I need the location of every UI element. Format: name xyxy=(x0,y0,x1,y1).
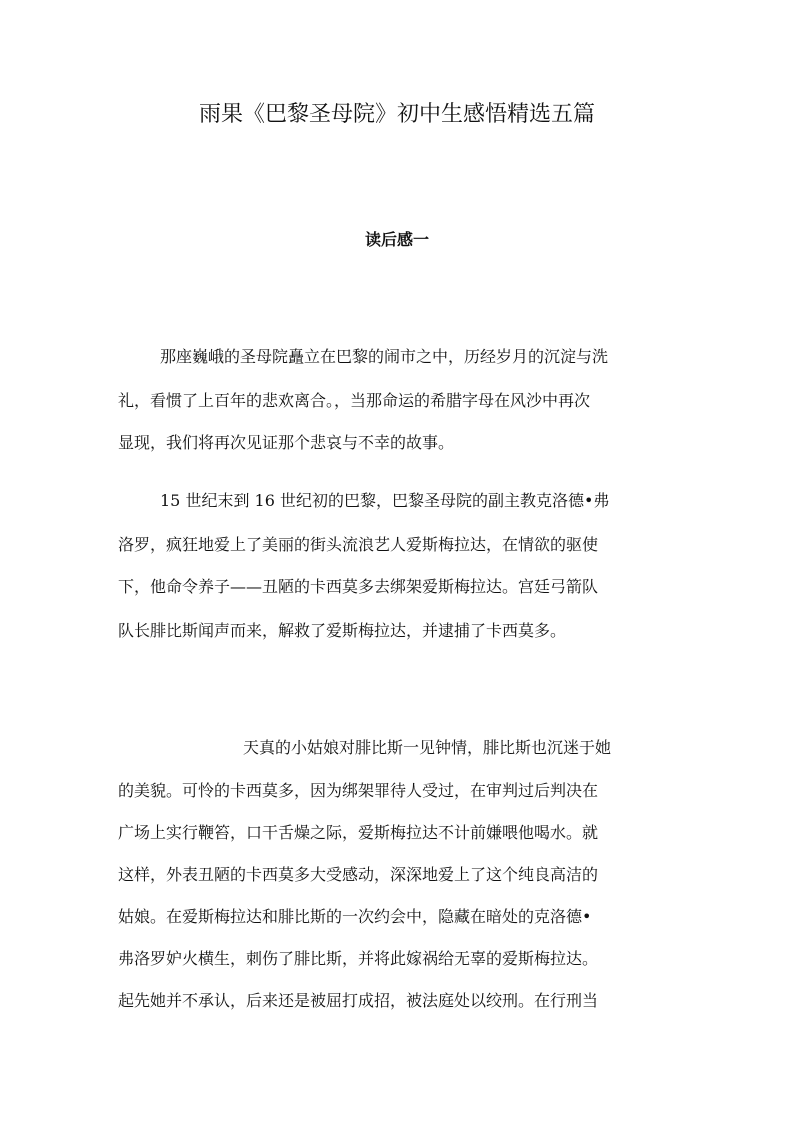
paragraph-line: 下，他命令养子——丑陋的卡西莫多去绑架爱斯梅拉达。宫廷弓箭队 xyxy=(118,577,599,596)
paragraph-line: 队长腓比斯闻声而来，解救了爱斯梅拉达，并逮捕了卡西莫多。 xyxy=(118,621,567,640)
paragraph-line: 的美貌。可怜的卡西莫多，因为绑架罪待人受过，在审判过后判决在 xyxy=(118,781,599,800)
paragraph-line: 弗洛罗妒火横生，刺伤了腓比斯，并将此嫁祸给无辜的爱斯梅拉达。 xyxy=(118,949,599,968)
section-heading: 读后感一 xyxy=(364,230,429,249)
paragraph-line: 洛罗，疯狂地爱上了美丽的街头流浪艺人爱斯梅拉达，在情欲的驱使 xyxy=(118,535,599,554)
paragraph-line: 那座巍峨的圣母院矗立在巴黎的闹市之中，历经岁月的沉淀与洗 xyxy=(160,347,609,366)
document-title: 雨果《巴黎圣母院》初中生感悟精选五篇 xyxy=(198,102,595,127)
paragraph-line: 这样，外表丑陋的卡西莫多大受感动，深深地爱上了这个纯良高洁的 xyxy=(118,865,599,884)
paragraph-line: 起先她并不承认，后来还是被屈打成招，被法庭处以绞刑。在行刑当 xyxy=(118,991,599,1010)
paragraph-line: 显现，我们将再次见证那个悲哀与不幸的故事。 xyxy=(118,433,455,452)
paragraph-line: 姑娘。在爱斯梅拉达和腓比斯的一次约会中，隐藏在暗处的克洛德• xyxy=(118,907,592,926)
paragraph-line: 天真的小姑娘对腓比斯一见钟情，腓比斯也沉迷于她 xyxy=(243,738,612,757)
paragraph-line: 礼，看惯了上百年的悲欢离合。，当那命运的希腊字母在风沙中再次 xyxy=(118,391,591,410)
paragraph-line: 15 世纪末到 16 世纪初的巴黎，巴黎圣母院的副主教克洛德•弗 xyxy=(160,491,610,510)
paragraph-line: 广场上实行鞭笞，口干舌燥之际，爱斯梅拉达不计前嫌喂他喝水。就 xyxy=(118,823,599,842)
